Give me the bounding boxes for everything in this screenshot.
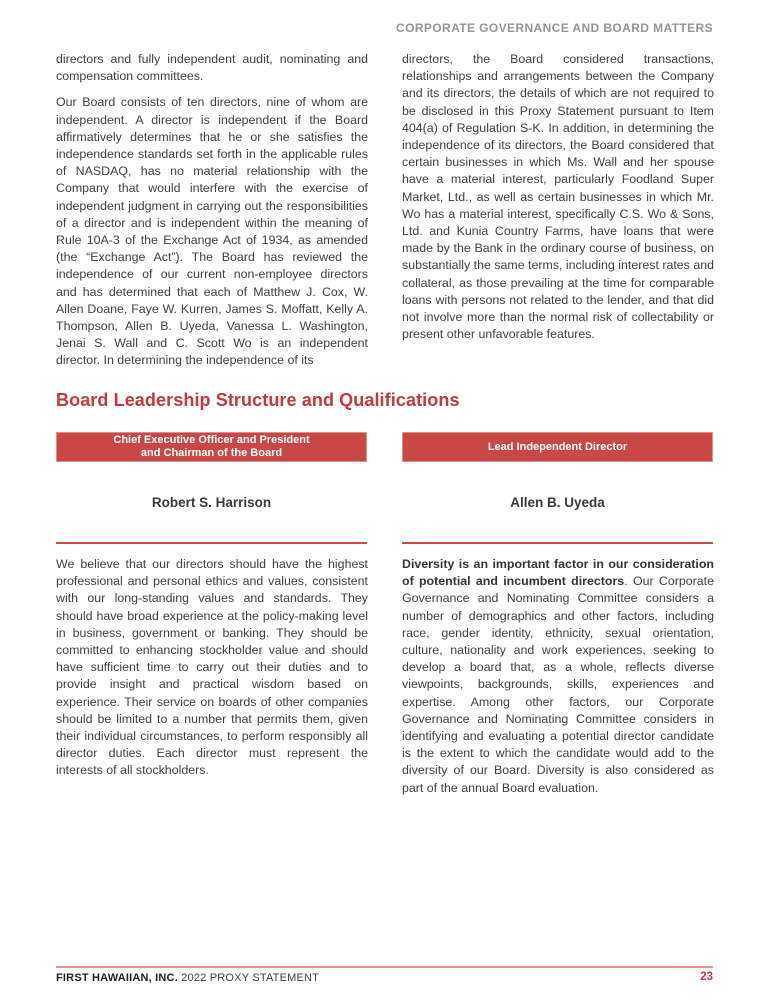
divider-rule-right bbox=[402, 542, 713, 544]
role-banner-lead-director bbox=[402, 432, 713, 462]
paragraph-rest: . Our Corporate Governance and Nominating Committee considers a number of demographics and other factors, including race, gender identity, ethnicity, sexual orientation, culture, nationality and work experiences, seeking to develop a board that, as a whole, reflects diverse viewpoints, backgrounds, skills, experiences and expertise. Among other factors, our Corporate Governance and Nominating Committee considers in identifying and evaluating a potential director candidate is the extent to which the candidate would add to the diversity of our Board. Diversity is also considered as part of the annual Board evaluation. bbox=[402, 574, 714, 795]
bottom-right-column bbox=[402, 556, 714, 797]
banner-label-line2: and Chairman of the Board bbox=[140, 447, 283, 459]
banner-label-line1: Lead Independent Director bbox=[487, 440, 628, 453]
paragraph: We believe that our directors should have the highest professional and personal ethics and values, consistent with our long-standing values and standards. They should have broad experience at the policy-making level in business, government or banking. They should be committed to enhancing stockholder value and should have sufficient time to carry out their duties and to provide insight and practical wisdom based on experience. Their service on boards of other companies should be limited to a number that permits them, given their individual circumstances, to perform responsibly all director duties. Each director must represent the interests of all stockholders. bbox=[56, 557, 368, 778]
footer-rule bbox=[56, 966, 713, 968]
banner-label-line1: Chief Executive Officer and President bbox=[113, 434, 310, 446]
paragraph-bold-lead: Diversity is an important factor in our consideration of potential and incumbent directors bbox=[402, 557, 714, 589]
top-right-column bbox=[402, 51, 714, 343]
director-name-left: Robert S. Harrison bbox=[151, 495, 272, 510]
divider-rule-left bbox=[56, 542, 367, 544]
footer-document-title: 2022 PROXY STATEMENT bbox=[181, 972, 320, 984]
footer-text bbox=[56, 972, 319, 984]
top-left-column bbox=[56, 51, 368, 370]
section-heading: Board Leadership Structure and Qualifications bbox=[56, 390, 460, 410]
director-name-right: Allen B. Uyeda bbox=[510, 495, 605, 510]
running-header: CORPORATE GOVERNANCE AND BOARD MATTERS bbox=[396, 21, 713, 35]
page-number: 23 bbox=[700, 971, 713, 983]
paragraph bbox=[402, 556, 714, 797]
footer-company-name: FIRST HAWAIIAN, INC. bbox=[56, 972, 178, 984]
role-banner-ceo bbox=[56, 432, 367, 462]
bottom-left-column bbox=[56, 556, 368, 780]
paragraph: Our Board consists of ten directors, nine of whom are independent. A director is independent if the Board affirmatively determines that he or she satisfies the independence standards set forth in the applicable rules of NASDAQ, has no material relationship with the Company that would interfere with the exercise of independent judgment in carrying out the responsibilities of a director and is independent within the meaning of Rule 10A-3 of the Exchange Act of 1934, as amended (the “Exchange Act”). The Board has reviewed the independence of our current non-employee directors and has determined that each of Matthew J. Cox, W. Allen Doane, Faye W. Kurren, James S. Moffatt, Kelly A. Thompson, Allen B. Uyeda, Vanessa L. Washington, Jenai S. Wall and C. Scott Wo is an independent director. In determining the independence of its bbox=[56, 95, 368, 368]
paragraph: directors and fully independent audit, nominating and compensation committees. bbox=[56, 52, 368, 84]
paragraph: directors, the Board considered transactions, relationships and arrangements between the Company and its directors, the details of which are not required to be disclosed in this Proxy Statement pursuant to Item 404(a) of Regulation S-K. In addition, in determining the independence of its directors, the Board considered that certain businesses in which Ms. Wall and her spouse have a material interest, particularly Foodland Super Market, Ltd., as well as certain businesses in which Mr. Wo has a material interest, specifically C.S. Wo & Sons, Ltd. and Kunia Country Farms, have loans that were made by the Bank in the ordinary course of business, on substantially the same terms, including interest rates and collateral, as those prevailing at the time for comparable loans with persons not related to the lender, and that did not involve more than the normal risk of collectability or present other unfavorable features. bbox=[402, 52, 714, 342]
